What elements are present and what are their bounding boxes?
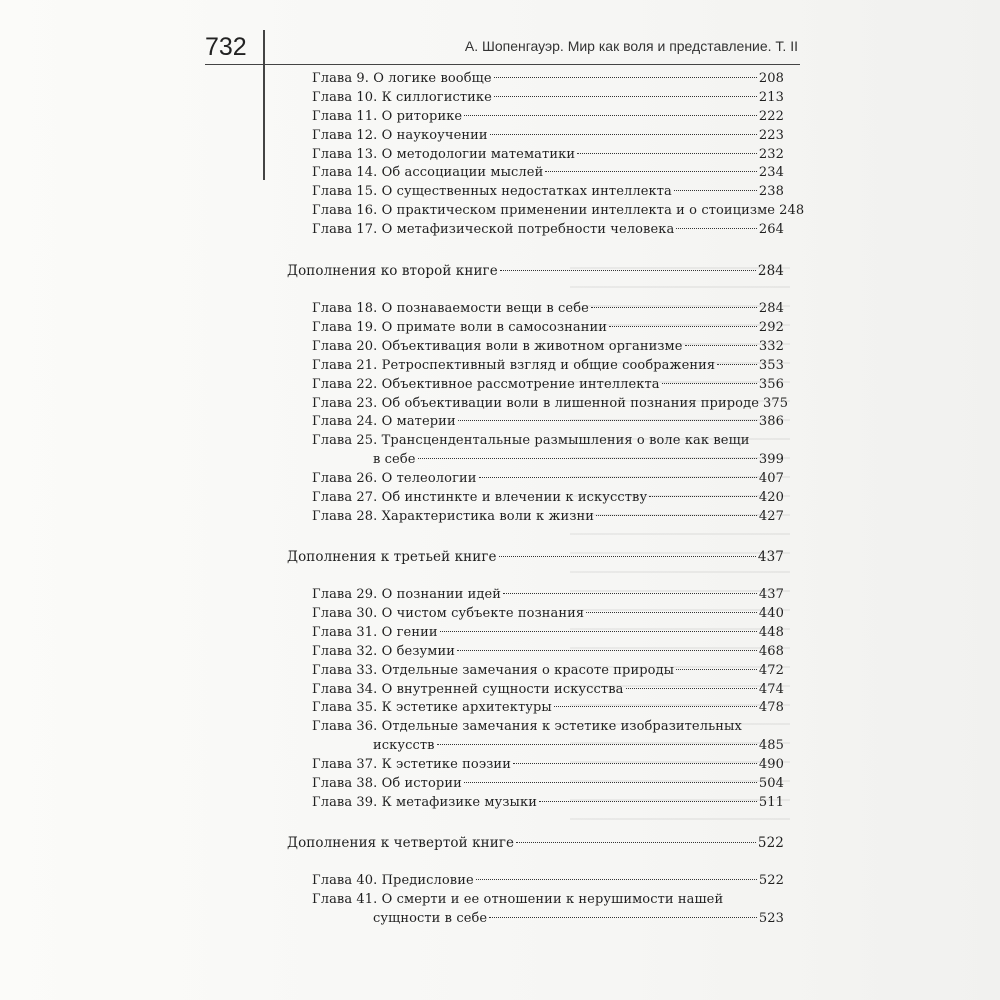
toc-entry: Глава 19. О примате воли в самосознании 292 [312, 320, 784, 335]
toc-entry: Глава 27. Об инстинкте и влечении к искусству 420 [312, 490, 784, 505]
toc-entry: Глава 14. Об ассоциации мыслей 234 [312, 165, 784, 180]
toc-part-heading: Дополнения к четвертой книге 522 [287, 835, 784, 851]
toc-entry: Глава 22. Объективное рассмотрение интеллекта 356 [312, 377, 784, 392]
toc-entry: Глава 18. О познаваемости вещи в себе 284 [312, 301, 784, 316]
toc-entry: Глава 20. Объективация воли в животном организме 332 [312, 339, 784, 354]
toc-entry: Глава 23. Об объективации воли в лишенной познания природе 375 [312, 396, 789, 411]
toc-entry: Глава 21. Ретроспективный взгляд и общие соображения 353 [312, 358, 784, 373]
toc-entry: Глава 40. Предисловие 522 [312, 873, 784, 888]
toc-entry: Глава 9. О логике вообще 208 [312, 71, 784, 86]
toc-entry: Глава 30. О чистом субъекте познания 440 [312, 606, 784, 621]
toc-entry: Глава 35. К эстетике архитектуры 478 [312, 700, 784, 715]
toc-entry-continuation: искусств 485 [373, 738, 784, 753]
page-number: 732 [205, 33, 247, 61]
toc-entry: Глава 12. О наукоучении 223 [312, 128, 784, 143]
toc-entry: Глава 32. О безумии 468 [312, 644, 784, 659]
toc-part-heading: Дополнения к третьей книге 437 [287, 549, 784, 565]
toc-entry: Глава 37. К эстетике поэзии 490 [312, 757, 784, 772]
toc-entry: Глава 15. О существенных недостатках интеллекта 238 [312, 184, 784, 199]
toc-entry: Глава 16. О практическом применении интеллекта и о стоицизме 248 [312, 203, 805, 218]
toc-entry: Глава 29. О познании идей 437 [312, 587, 784, 602]
toc-entry: Глава 36. Отдельные замечания к эстетике изобразительных [312, 719, 742, 734]
toc-entry: Глава 26. О телеологии 407 [312, 471, 784, 486]
toc-entry: Глава 24. О материи 386 [312, 414, 784, 429]
toc-entry: Глава 28. Характеристика воли к жизни 427 [312, 509, 784, 524]
toc-entry: Глава 39. К метафизике музыки 511 [312, 795, 784, 810]
toc-entry: Глава 34. О внутренней сущности искусства 474 [312, 682, 784, 697]
toc-entry: Глава 33. Отдельные замечания о красоте природы 472 [312, 663, 784, 678]
toc-entry: Глава 10. К силлогистике 213 [312, 90, 784, 105]
toc-entry: Глава 38. Об истории 504 [312, 776, 784, 791]
running-title: А. Шопенгауэр. Мир как воля и представление. Т. II [464, 38, 798, 54]
toc-entry: Глава 11. О риторике 222 [312, 109, 784, 124]
toc-entry: Глава 17. О метафизической потребности человека 264 [312, 222, 784, 237]
toc-entry: Глава 31. О гении 448 [312, 625, 784, 640]
toc-entry-continuation: сущности в себе 523 [373, 911, 784, 926]
toc-entry: Глава 13. О методологии математики 232 [312, 147, 784, 162]
toc-entry: Глава 41. О смерти и ее отношении к нерушимости нашей [312, 892, 724, 907]
toc-entry-continuation: в себе 399 [373, 452, 784, 467]
toc-entry: Глава 25. Трансцендентальные размышления о воле как вещи [312, 433, 750, 448]
toc-part-heading: Дополнения ко второй книге 284 [287, 263, 784, 279]
